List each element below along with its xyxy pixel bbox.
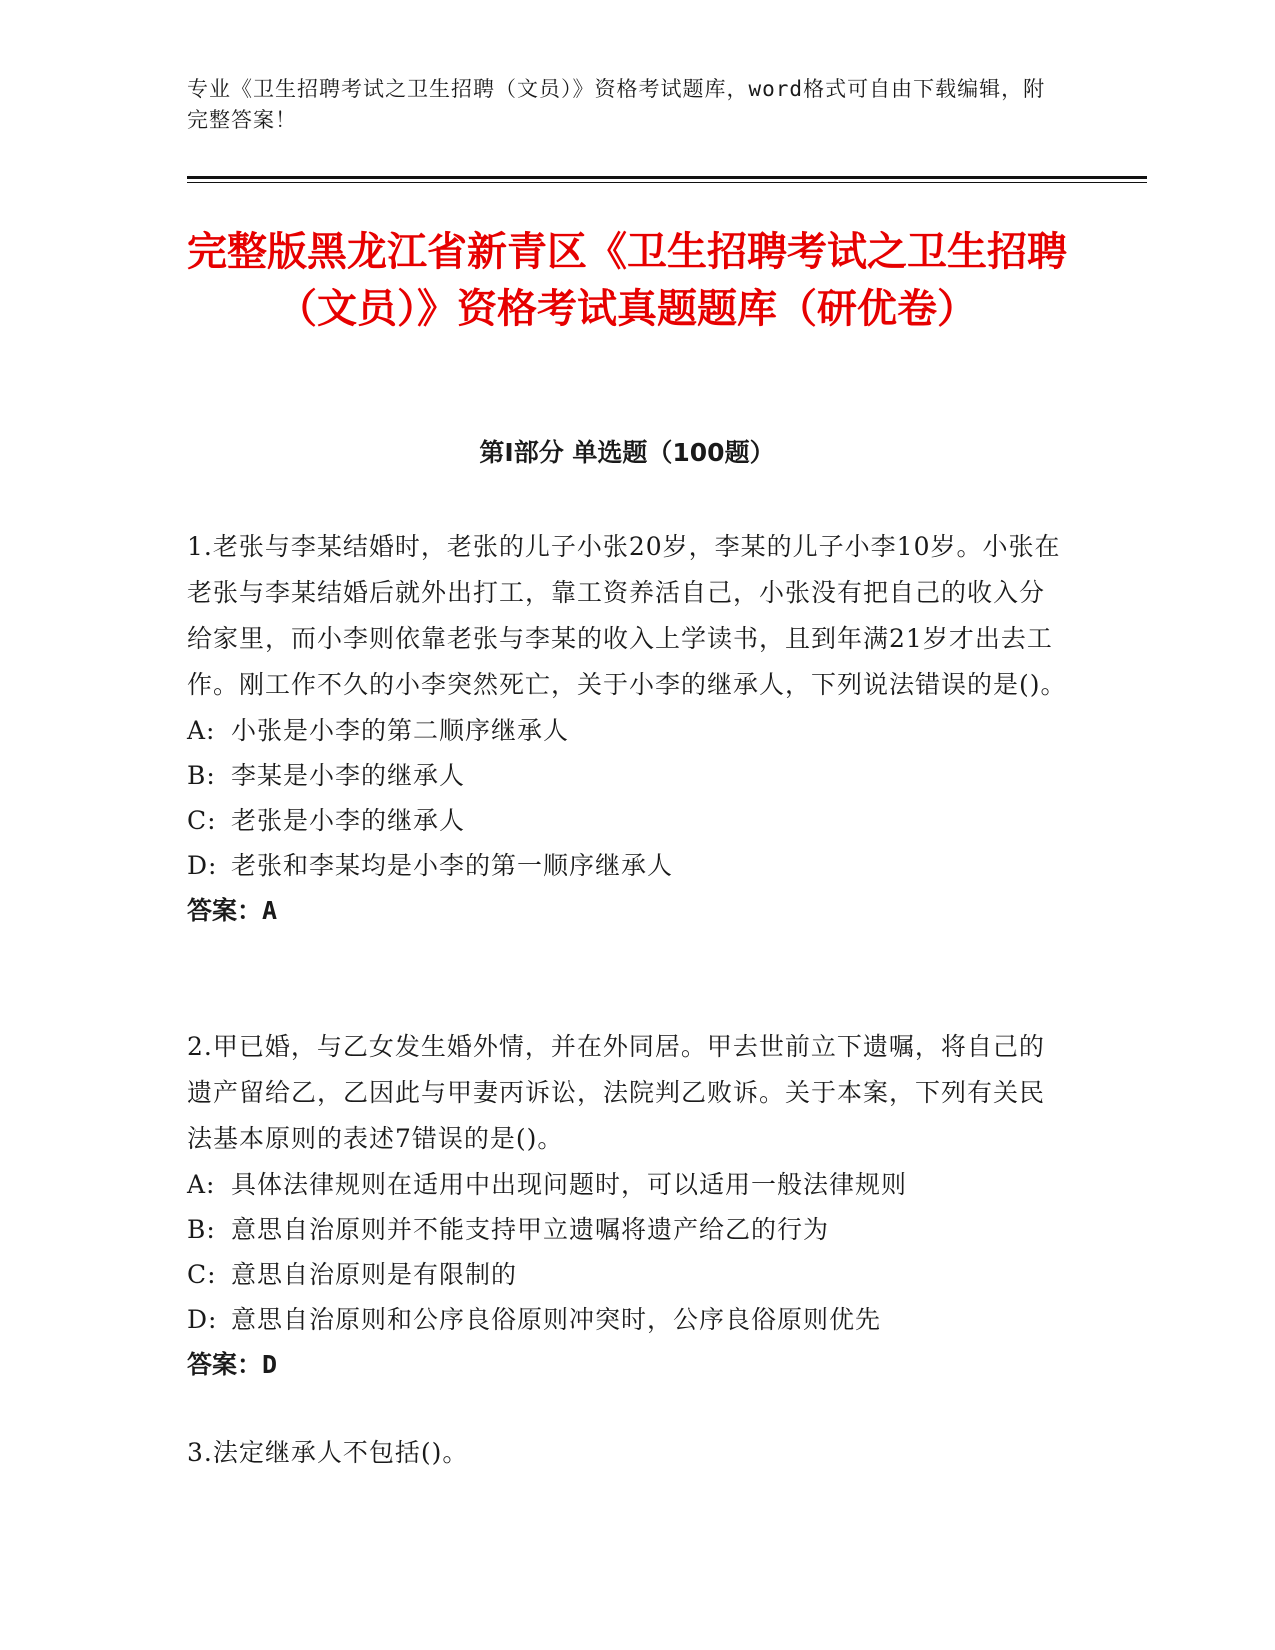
option-d bbox=[187, 843, 1067, 888]
option-text: 小张是小李的第二顺序继承人 bbox=[231, 716, 570, 745]
option-text: 老张和李某均是小李的第一顺序继承人 bbox=[231, 851, 674, 880]
option-c bbox=[187, 1252, 1067, 1297]
option-b bbox=[187, 1207, 1067, 1252]
option-letter: D: bbox=[187, 1305, 218, 1334]
option-text: 意思自治原则和公序良俗原则冲突时，公序良俗原则优先 bbox=[231, 1305, 882, 1334]
answer-value: D bbox=[262, 1350, 278, 1379]
question-stem: 1.老张与李某结婚时，老张的儿子小张20岁，李某的儿子小李10岁。小张在老张与李某结婚后就外出打工，靠工资养活自己，小张没有把自己的收入分给家里，而小李则依靠老张与李某的收入上学读书，且到年满21岁才出去工作。刚工作不久的小李突然死亡，关于小李的继承人，下列说法错误的是()。 bbox=[187, 532, 1067, 699]
option-d bbox=[187, 1297, 1067, 1342]
option-letter: A: bbox=[187, 1170, 216, 1199]
option-text: 意思自治原则是有限制的 bbox=[231, 1260, 518, 1289]
option-b bbox=[187, 753, 1067, 798]
answer-label: 答案： bbox=[187, 1350, 263, 1379]
option-text: 具体法律规则在适用中出现问题时，可以适用一般法律规则 bbox=[231, 1170, 908, 1199]
header-divider-thin bbox=[187, 182, 1147, 183]
option-letter: B: bbox=[187, 1215, 216, 1244]
question-3 bbox=[187, 1430, 1067, 1476]
answer-line bbox=[187, 1342, 1067, 1388]
option-letter: B: bbox=[187, 761, 216, 790]
option-a bbox=[187, 708, 1067, 753]
option-letter: C: bbox=[187, 806, 217, 835]
option-text: 老张是小李的继承人 bbox=[231, 806, 466, 835]
option-letter: D: bbox=[187, 851, 218, 880]
option-text: 意思自治原则并不能支持甲立遗嘱将遗产给乙的行为 bbox=[231, 1215, 830, 1244]
answer-value: A bbox=[262, 896, 278, 925]
question-stem: 3.法定继承人不包括()。 bbox=[187, 1438, 469, 1467]
option-letter: A: bbox=[187, 716, 216, 745]
option-letter: C: bbox=[187, 1260, 217, 1289]
section-title: 第Ⅰ部分 单选题（100题） bbox=[479, 438, 775, 467]
option-text: 李某是小李的继承人 bbox=[231, 761, 466, 790]
header-note: 专业《卫生招聘考试之卫生招聘（文员）》资格考试题库，word格式可自由下载编辑，附完整答案！ bbox=[187, 77, 1046, 132]
option-c bbox=[187, 798, 1067, 843]
question-2 bbox=[187, 1024, 1067, 1388]
option-a bbox=[187, 1162, 1067, 1207]
question-1 bbox=[187, 524, 1067, 934]
question-stem: 2.甲已婚，与乙女发生婚外情，并在外同居。甲去世前立下遗嘱，将自己的遗产留给乙，乙因此与甲妻丙诉讼，法院判乙败诉。关于本案，下列有关民法基本原则的表述7错误的是()。 bbox=[187, 1032, 1046, 1153]
answer-label: 答案： bbox=[187, 896, 263, 925]
answer-line bbox=[187, 888, 1067, 934]
header-divider-thick bbox=[187, 176, 1147, 179]
document-title: 完整版黑龙江省新青区《卫生招聘考试之卫生招聘（文员）》资格考试真题题库（研优卷） bbox=[187, 229, 1067, 332]
